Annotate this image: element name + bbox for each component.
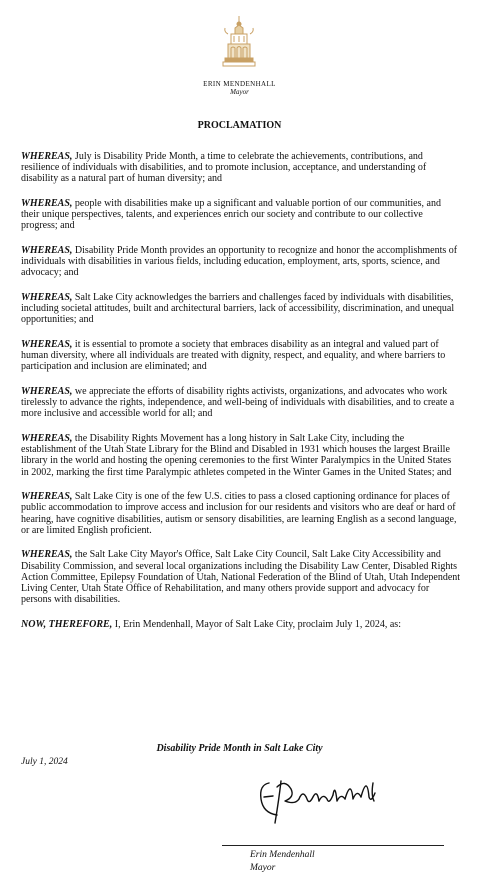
- city-seal-icon: [222, 14, 256, 70]
- whereas-clause: [21, 491, 461, 536]
- clause-keyword: WHEREAS,: [21, 198, 73, 209]
- clause-keyword: WHEREAS,: [21, 245, 73, 256]
- clause-keyword: WHEREAS,: [21, 549, 73, 561]
- whereas-clause: [21, 339, 461, 373]
- signer-title: Mayor: [250, 863, 276, 873]
- clause-keyword: WHEREAS,: [21, 292, 73, 303]
- whereas-clause: [21, 433, 461, 478]
- clause-keyword: WHEREAS,: [21, 433, 73, 444]
- whereas-clause: [21, 292, 461, 326]
- clause-text: Disability Pride Month provides an opportunity to recognize and honor the accomplishments of individuals with disabilities in various fields, including education, employment, arts, sports, science, and advocacy; and: [21, 245, 458, 279]
- issuer-title: Mayor: [230, 88, 249, 96]
- clause-text: people with disabilities make up a significant and valuable portion of our communities, and their unique perspectives, talents, and experiences enrich our society and contribute to our collective progress; and: [21, 198, 441, 232]
- clause-text: Salt Lake City acknowledges the barriers and challenges faced by individuals with disabilities, including societal attitudes, built and architectural barriers, lack of accessibility, discrimination, and unequal opportunities; and: [21, 292, 455, 326]
- whereas-clause: [21, 151, 461, 185]
- whereas-clause: [21, 549, 461, 605]
- clause-text: July is Disability Pride Month, a time to celebrate the achievements, contributions, and resilience of individuals with disabilities, and to promote inclusion, acceptance, and understanding of disability as a natural part of human diversity; and: [21, 151, 427, 185]
- handwritten-signature-icon: [255, 775, 385, 827]
- clause-text: I, Erin Mendenhall, Mayor of Salt Lake City, proclaim July 1, 2024, as:: [112, 618, 401, 630]
- clause-text: the Disability Rights Movement has a long history in Salt Lake City, including the establishment of the Utah State Library for the Blind and Disabled in 1931 which houses the largest Braille library in the world and hosting the opening ceremonies to the first Winter Paralympics in the United States in 2002, marking the first time Paralympic athletes competed in the Winter Games in the United States; and: [21, 433, 452, 478]
- clause-keyword: WHEREAS,: [21, 491, 73, 503]
- document-title: PROCLAMATION: [197, 120, 282, 131]
- clause-text: Salt Lake City is one of the few U.S. cities to pass a closed captioning ordinance for places of public accommodation to improve access and inclusion for our residents and visitors who are deaf or hard of hearing, have cognitive disabilities, autism or sensory disabilities, are learning English as a second language, or are limited English proficient.: [21, 491, 457, 536]
- signature-line: [222, 845, 444, 846]
- clause-keyword: WHEREAS,: [21, 339, 73, 350]
- clause-keyword: WHEREAS,: [21, 386, 73, 397]
- clause-text: it is essential to promote a society that embraces disability as an integral and valued part of human diversity, where all individuals are treated with dignity, respect, and equality, and where barriers to participation and inclusion are eliminated; and: [21, 339, 446, 373]
- clause-keyword: WHEREAS,: [21, 151, 73, 162]
- whereas-clause: [21, 245, 461, 279]
- clause-text: the Salt Lake City Mayor's Office, Salt Lake City Council, Salt Lake City Accessibility and Disability Commission, and several local organizations including the Disability Law Center, Disabled Rights Action Committee, Epilepsy Foundation of Utah, National Federation of the Blind of Utah, Utah Independent Living Center, Utah State Office of Rehabilitation, and many others provide support and advocacy for persons with disabilities.: [21, 549, 461, 606]
- proclamation-body: [21, 151, 461, 643]
- whereas-clause: [21, 198, 461, 232]
- proclamation-date: July 1, 2024: [21, 757, 68, 767]
- clause-text: we appreciate the efforts of disability rights activists, organizations, and advocates who work tirelessly to advance the rights, independence, and well-being of individuals with disabilities, and to create a more inclusive and accessible world for all; and: [21, 386, 455, 420]
- whereas-clause: [21, 386, 461, 420]
- issuer-name: ERIN MENDENHALL: [203, 80, 276, 88]
- clause-keyword: NOW, THEREFORE,: [21, 618, 113, 630]
- therefore-clause: [21, 619, 461, 630]
- proclaimed-observance: Disability Pride Month in Salt Lake City: [156, 743, 323, 754]
- signer-name: Erin Mendenhall: [250, 850, 315, 860]
